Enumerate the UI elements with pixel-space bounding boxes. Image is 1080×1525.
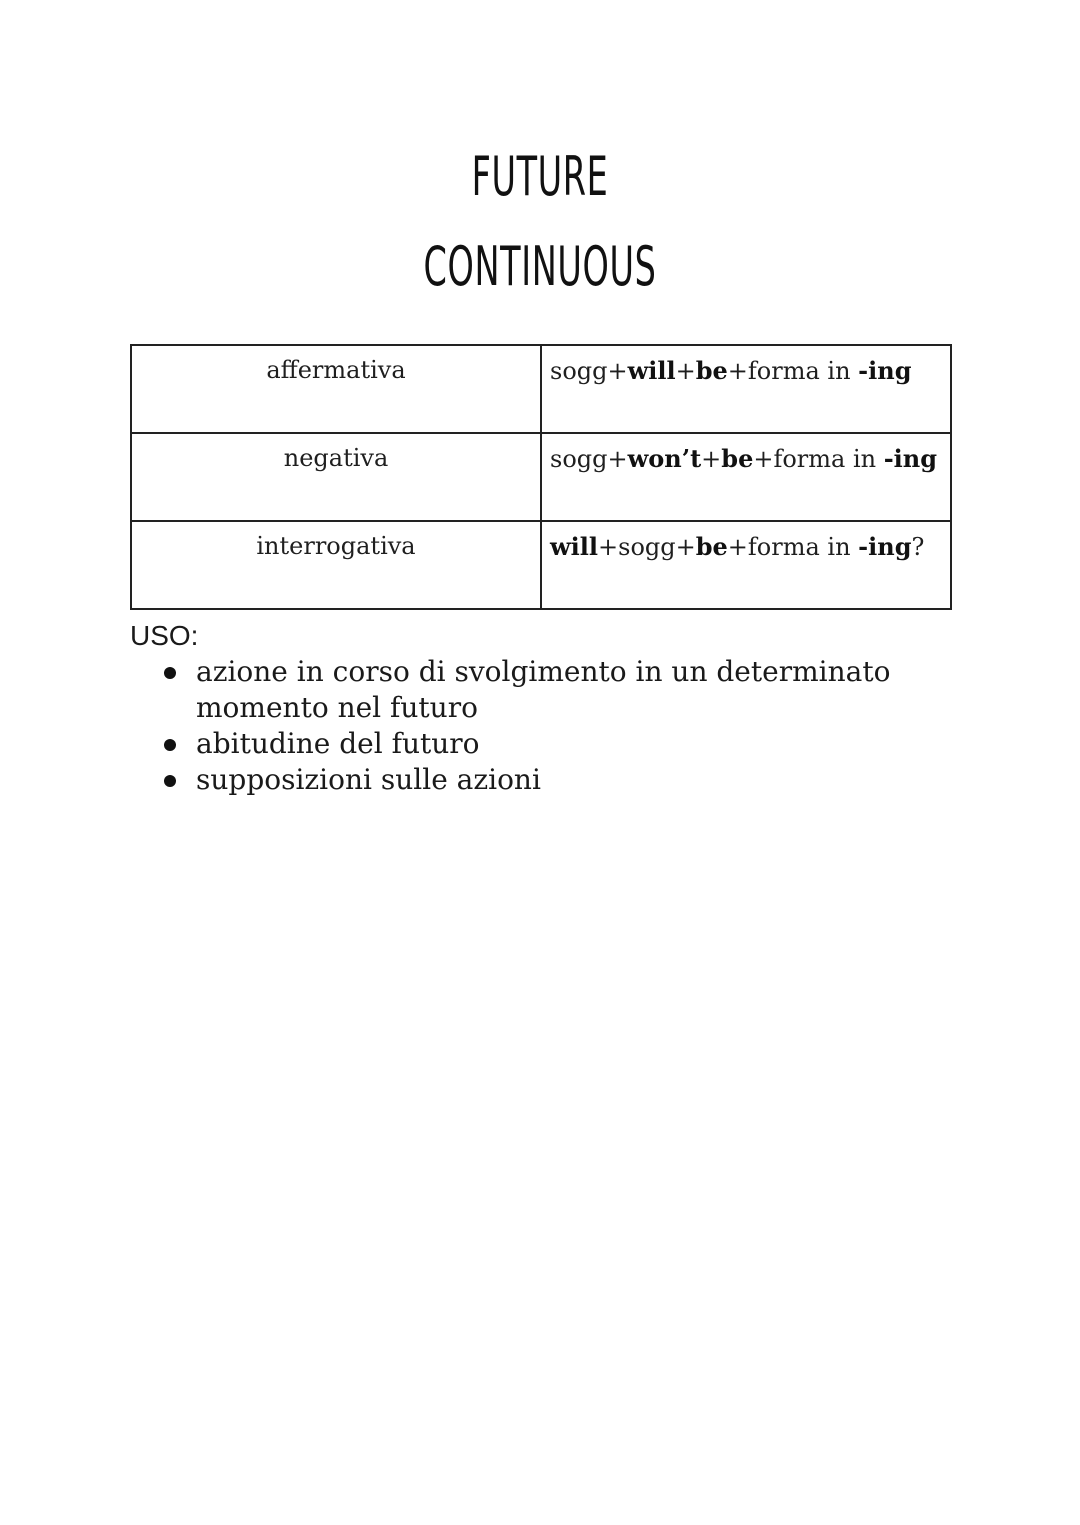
list-item xyxy=(164,762,960,798)
list-item-text: azione in corso di svolgimento in un determinato momento nel futuro xyxy=(196,655,891,724)
bullet-icon xyxy=(164,775,176,787)
title-line-2: CONTINUOUS xyxy=(423,235,657,298)
formula-text: +forma in xyxy=(727,533,859,561)
usage-list xyxy=(130,654,960,798)
form-label: affermativa xyxy=(131,345,541,433)
list-item-text: abitudine del futuro xyxy=(196,727,480,760)
formula-keyword: won’t xyxy=(627,444,702,473)
table-row xyxy=(131,345,951,433)
table-row xyxy=(131,521,951,609)
form-label: interrogativa xyxy=(131,521,541,609)
formula-text: +forma in xyxy=(727,357,859,385)
form-formula xyxy=(541,521,951,609)
formula-keyword: will xyxy=(627,356,676,385)
formula-text: +forma in xyxy=(753,445,884,473)
bullet-icon xyxy=(164,667,176,679)
form-formula xyxy=(541,345,951,433)
formula-keyword: be xyxy=(695,356,728,385)
table-row xyxy=(131,433,951,521)
formula-keyword: -ing xyxy=(858,532,912,561)
page-title xyxy=(0,132,1080,312)
formula-text: sogg+ xyxy=(550,445,628,473)
form-label: negativa xyxy=(131,433,541,521)
formula-text: sogg+ xyxy=(550,357,628,385)
formula-keyword: be xyxy=(721,444,754,473)
bullet-icon xyxy=(164,739,176,751)
list-item-text: supposizioni sulle azioni xyxy=(196,763,541,796)
list-item xyxy=(164,726,960,762)
list-item xyxy=(164,654,960,726)
form-formula xyxy=(541,433,951,521)
formula-text: + xyxy=(701,445,722,473)
grammar-table xyxy=(130,344,952,610)
title-line-1: FUTURE xyxy=(471,145,609,208)
formula-keyword: be xyxy=(695,532,728,561)
formula-text: +sogg+ xyxy=(598,533,696,561)
usage-section xyxy=(130,618,960,798)
usage-heading: USO: xyxy=(130,620,199,651)
formula-text: ? xyxy=(911,533,925,561)
formula-keyword: -ing xyxy=(858,356,912,385)
formula-keyword: -ing xyxy=(883,444,938,473)
formula-text: + xyxy=(675,357,696,385)
formula-keyword: will xyxy=(550,532,599,561)
